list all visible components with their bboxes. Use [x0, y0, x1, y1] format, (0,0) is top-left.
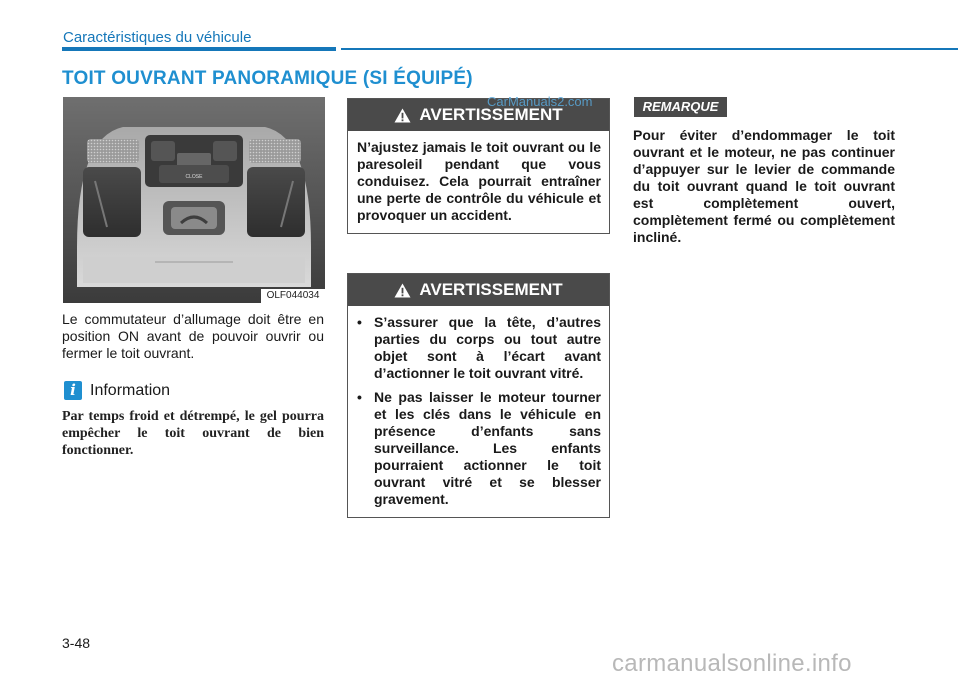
- remark-badge: REMARQUE: [634, 97, 727, 117]
- warning-triangle-icon: [394, 283, 411, 298]
- list-item-text: S’assurer que la tête, d’autres parties du corps ou tout autre objet sont à l’écart avant d’actionner le toit ouvrant vitré.: [374, 314, 601, 381]
- header-rule: [341, 48, 958, 50]
- warning-list: [357, 314, 601, 508]
- photo-caption: OLF044034: [261, 289, 325, 303]
- list-item-text: Ne pas laisser le moteur tourner et les clés dans le véhicule en présence d’enfants sans surveillance. Les enfants pourraient actionner le toit ouvrant vitré et se blesser gravement.: [374, 389, 601, 507]
- info-body: Par temps froid et détrempé, le gel pourra empêcher le toit ouvrant de bien fonctionner.: [62, 409, 324, 458]
- list-item: [357, 389, 601, 508]
- bullet: •: [357, 389, 362, 405]
- info-heading: Information: [90, 382, 171, 399]
- info-icon: i: [64, 381, 82, 400]
- warning-box-safety: [347, 273, 610, 518]
- page-number: 3-48: [62, 635, 91, 651]
- header-rule-accent: [62, 47, 336, 51]
- remark-text: Pour éviter d’endommager le toit ouvrant et le moteur, ne pas continuer d’appuyer sur le levier de commande du toit ouvrant quand le toit ouvrant est complètement ouvert, complètement fermé ou complètement incliné.: [633, 127, 895, 245]
- warning-title: AVERTISSEMENT: [419, 280, 563, 299]
- page-title: TOIT OUVRANT PANORAMIQUE (SI ÉQUIPÉ): [62, 68, 473, 89]
- warning-title: AVERTISSEMENT: [419, 105, 563, 124]
- bullet: •: [357, 314, 362, 330]
- console-button-text: CLOSE: [185, 174, 203, 180]
- warning-text: N’ajustez jamais le toit ouvrant ou le paresoleil pendant que vous conduisez. Cela pourrait entraîner une perte de contrôle du véhicule et provoquer un accident.: [357, 139, 601, 223]
- watermark-top: CarManuals2.com: [487, 94, 593, 109]
- warning-list-container: [348, 306, 609, 517]
- warning-triangle-icon: [394, 108, 411, 123]
- ignition-note: Le commutateur d’allumage doit être en position ON avant de pouvoir ouvrir ou fermer le toit ouvrant.: [62, 311, 324, 361]
- section-label: Caractéristiques du véhicule: [63, 29, 252, 46]
- watermark-bottom: carmanualsonline.info: [612, 650, 852, 677]
- warning-header: [348, 274, 609, 306]
- overhead-console-photo: [63, 97, 325, 303]
- list-item: [357, 314, 601, 382]
- warning-box-driving: [347, 98, 610, 234]
